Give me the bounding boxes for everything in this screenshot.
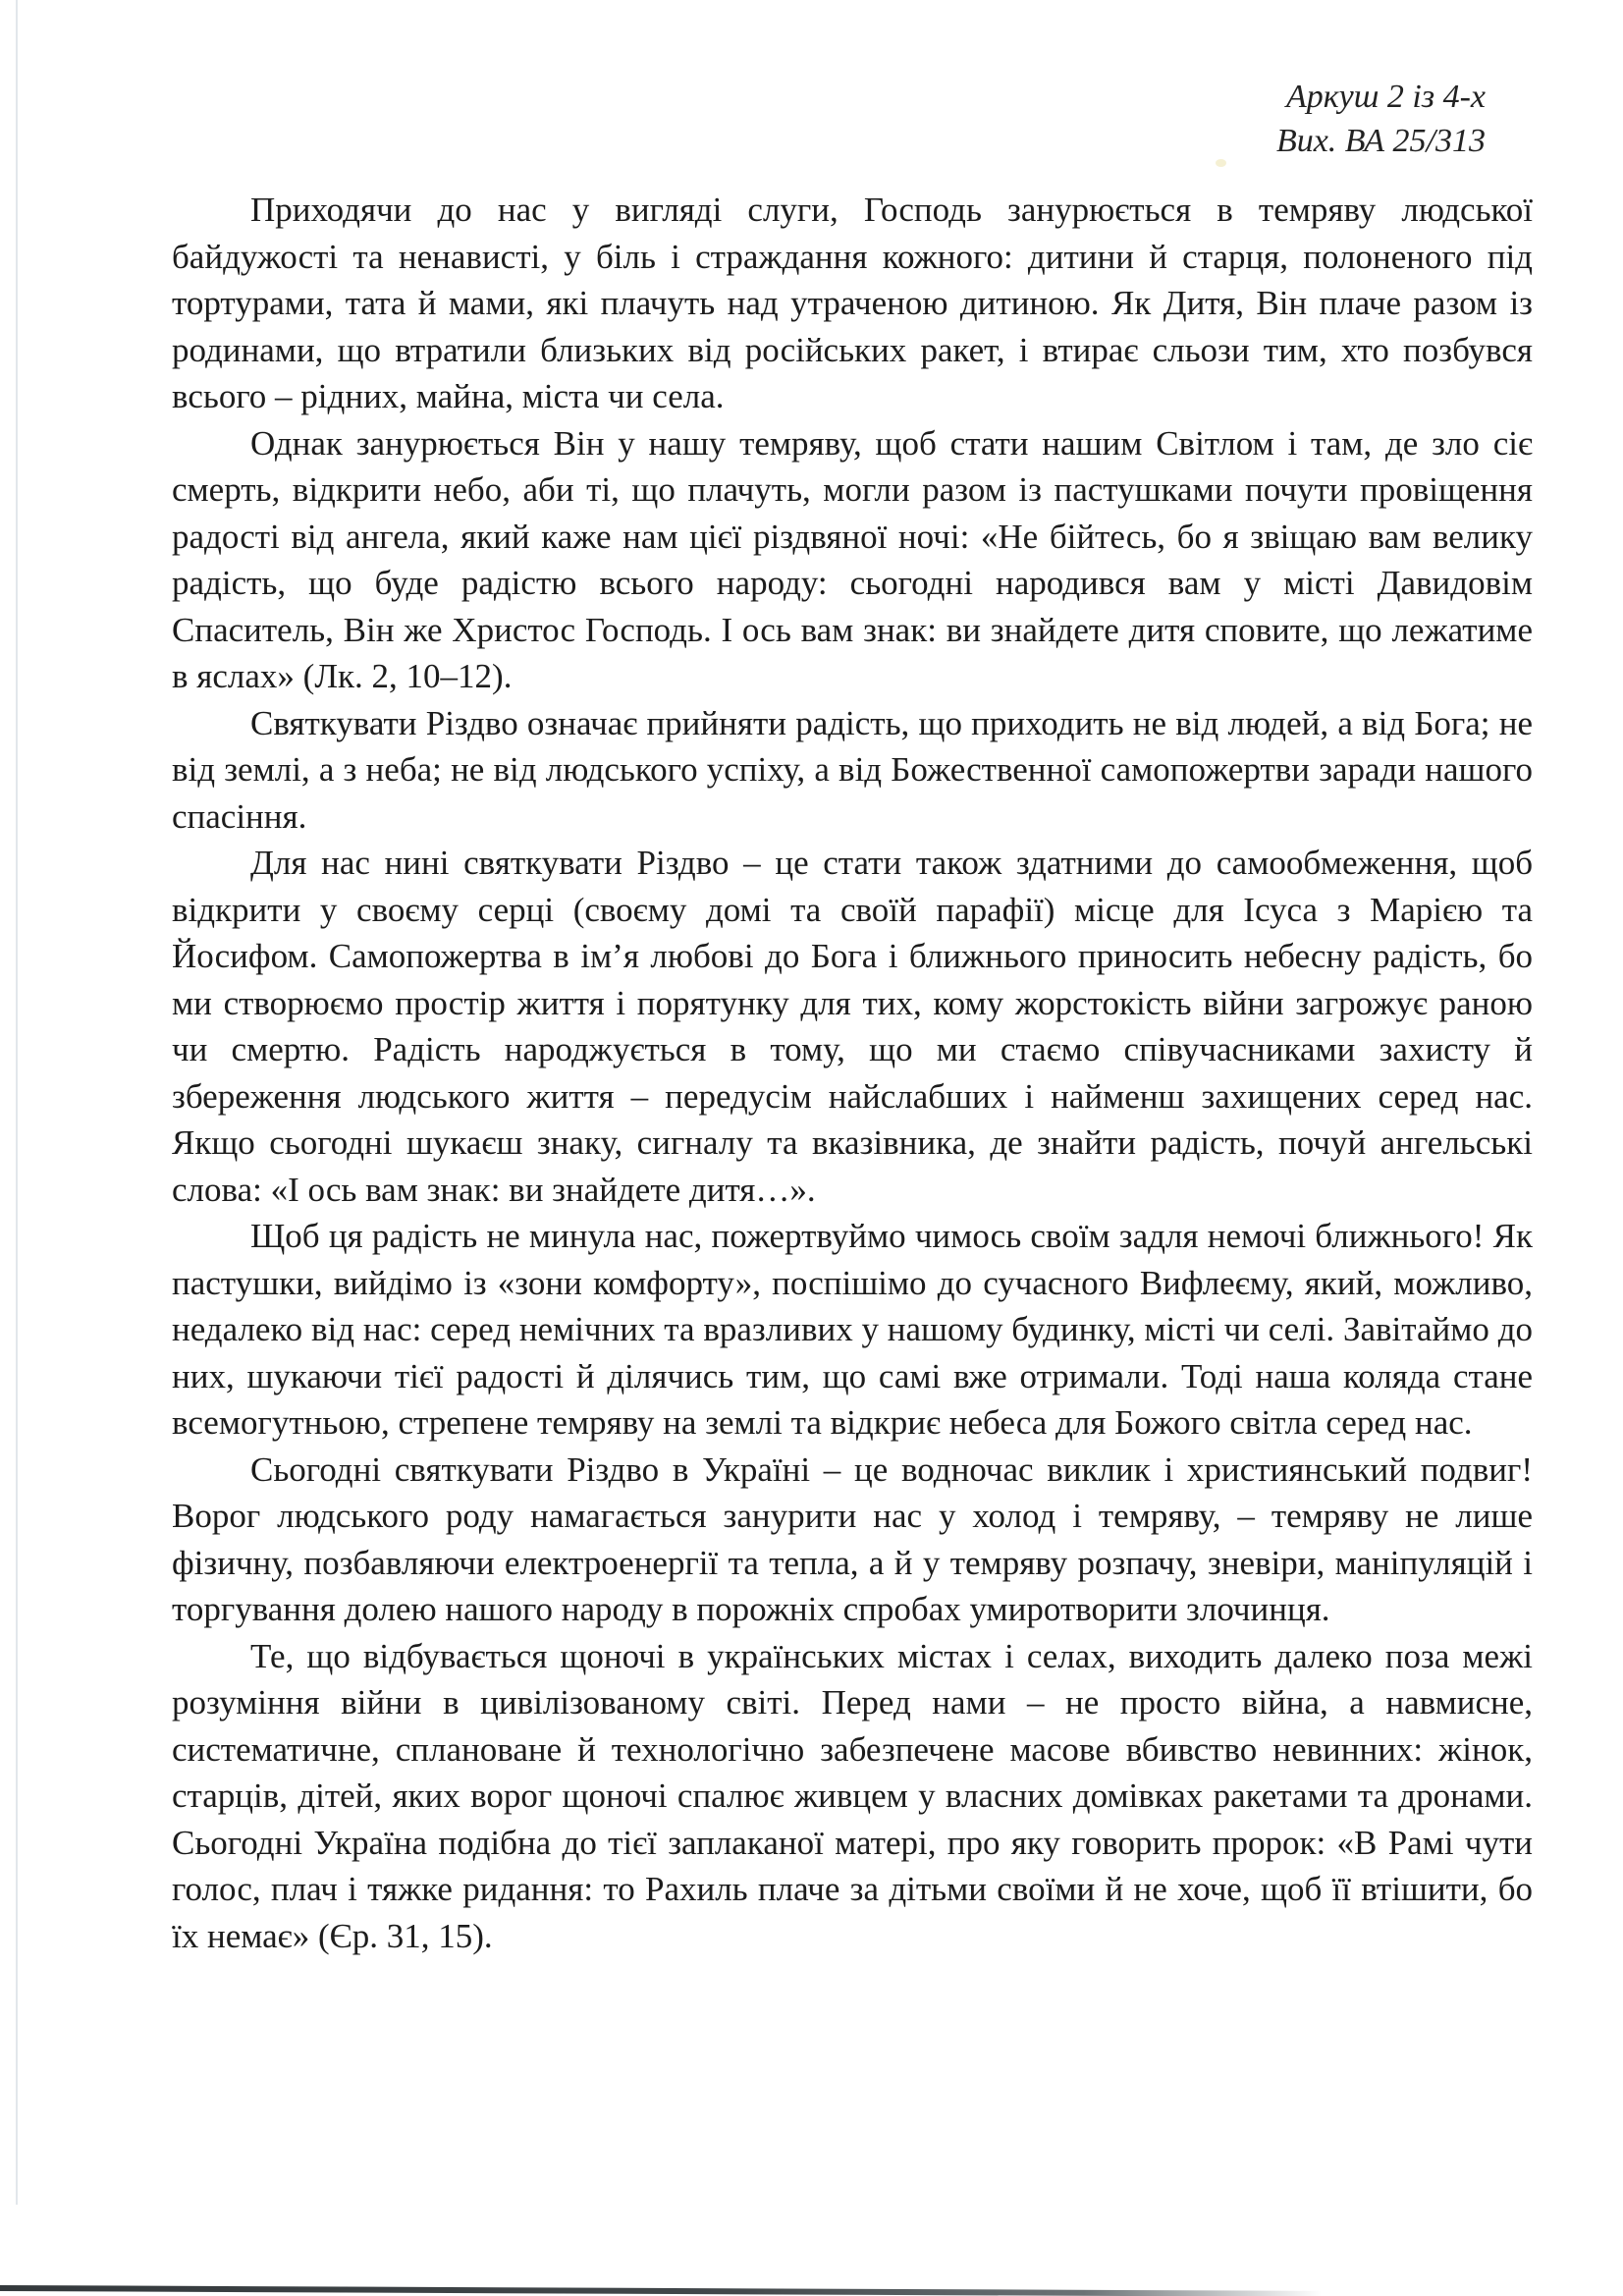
sheet-number-label: Аркуш 2 із 4-х xyxy=(1285,79,1486,115)
scan-artifact-bottom-line xyxy=(0,2285,1322,2296)
letter-body xyxy=(172,187,1533,1959)
outgoing-reference-label: Вих. ВА 25/313 xyxy=(1275,123,1486,159)
paragraph: Щоб ця радість не минула нас, пожертвуймо чимось своїм задля немочі ближнього! Як пастушки, вийдімо із «зони комфорту», поспішімо до сучасного Вифлеєму, який, можливо, недалеко від нас: серед немічних та вразливих у нашому будинку, місті чи селі. Завітаймо до них, шукаючи тієї радості й ділячись тим, що самі вже отримали. Тоді наша коляда стане всемогутньою, стрепене темряву на землі та відкриє небеса для Божого світла серед нас. xyxy=(172,1217,1533,1442)
paragraph: Сьогодні святкувати Різдво в Україні – це водночас виклик і християнський подвиг! Ворог людського роду намагається занурити нас у холод і темряву, – темряву не лише фізичну, позбавляючи електроенергії та тепла, а й у темряву розпачу, зневіри, маніпуляцій і торгування долею нашого народу в порожніх спробах умиротворити злочинця. xyxy=(172,1449,1533,1628)
paragraph: Однак занурюється Він у нашу темряву, щоб стати нашим Світлом і там, де зло сіє смерть, відкрити небо, аби ті, що плачуть, могли разом із пастушками почути провіщення радості від ангела, який каже нам цієї різдвяної ночі: «Не бійтесь, бо я звіщаю вам велику радість, що буде радістю всього народу: сьогодні народився вам у місті Давидовім Спаситель, Він же Христос Господь. І ось вам знак: ви знайдете дитя сповите, що лежатиме в яслах» (Лк. 2, 10–12). xyxy=(172,423,1533,695)
paragraph: Приходячи до нас у вигляді слуги, Господь занурюється в темряву людської байдужості та ненависті, у біль і страждання кожного: дитини й старця, полоненого під тортурами, тата й мами, які плачуть над утраченою дитиною. Як Дитя, Він плаче разом із родинами, що втратили близьких від російських ракет, і втирає сльози тим, хто позбувся всього – рідних, майна, міста чи села. xyxy=(172,191,1533,415)
paragraph: Святкувати Різдво означає прийняти радість, що приходить не від людей, а від Бога; не від землі, а з неба; не від людського успіху, а від Божественної самопожертви заради нашого спасіння. xyxy=(172,703,1533,836)
page-header xyxy=(1276,75,1486,163)
paragraph: Для нас нині святкувати Різдво – це стати також здатними до самообмеження, щоб відкрити у своєму серці (своєму домі та своїй парафії) місце для Ісуса з Марією та Йосифом. Самопожертва в ім’я любові до Бога і ближнього приносить небесну радість, бо ми створюємо простір життя і порятунку для тих, кому жорстокість війни загрожує раною чи смертю. Радість народжується в тому, що ми стаємо співучасниками захисту й збереження людського життя – передусім найслабших і найменш захищених серед нас. Якщо сьогодні шукаєш знаку, сигналу та вказівника, де знайти радість, почуй ангельські слова: «І ось вам знак: ви знайдете дитя…». xyxy=(172,844,1533,1209)
scan-artifact-speck xyxy=(1216,159,1226,167)
scan-artifact-left-line xyxy=(16,0,18,2205)
paragraph: Те, що відбувається щоночі в українських містах і селах, виходить далеко поза межі розуміння війни в цивілізованому світі. Перед нами – не просто війна, а навмисне, систематичне, сплановане й технологічно забезпечене масове вбивство невинних: жінок, старців, дітей, яких ворог щоночі спалює живцем у власних домівках ракетами та дронами. Сьогодні Україна подібна до тієї заплаканої матері, про яку говорить пророк: «В Рамі чути голос, плач і тяжке ридання: то Рахиль плаче за дітьми своїми й не хоче, щоб її втішити, бо їх немає» (Єр. 31, 15). xyxy=(172,1636,1533,1955)
